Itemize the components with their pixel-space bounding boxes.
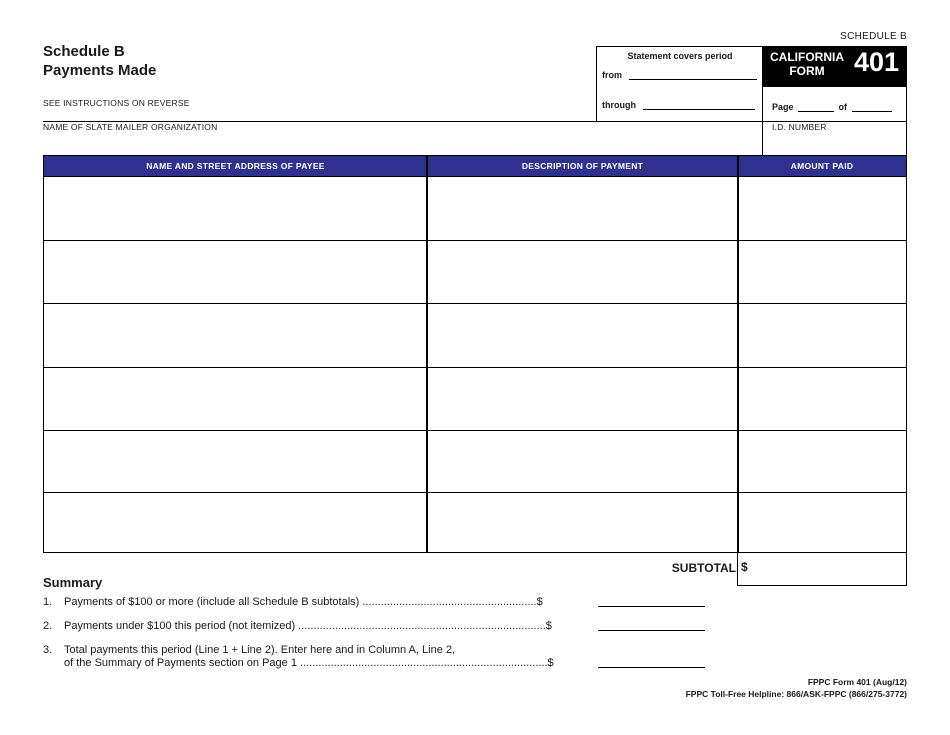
column-header-amount: AMOUNT PAID <box>790 161 854 171</box>
amount-cell-2[interactable] <box>739 241 906 303</box>
table-header <box>44 156 906 176</box>
description-cell-4[interactable] <box>428 368 737 430</box>
amount-cell-6[interactable] <box>739 493 906 552</box>
page-of-row <box>772 102 892 112</box>
subtotal-label: SUBTOTAL <box>671 561 736 575</box>
description-cell-2[interactable] <box>428 241 737 303</box>
summary-line-1 <box>43 596 543 609</box>
statement-period-box <box>596 46 763 122</box>
amount-cell-5[interactable] <box>739 431 906 492</box>
page-total-field[interactable] <box>852 111 892 112</box>
summary-line-2-text: Payments under $100 this period (not itemized) .................................................................................$ <box>64 620 552 632</box>
org-name-field[interactable] <box>43 133 759 153</box>
form-badge-label <box>768 50 846 78</box>
id-number-label: I.D. NUMBER <box>772 122 827 132</box>
summary-line-3-number: 3. <box>43 644 53 656</box>
column-header-description: DESCRIPTION OF PAYMENT <box>521 161 644 171</box>
page-label: Page <box>772 102 794 112</box>
payee-cell-1[interactable] <box>44 177 426 240</box>
description-cell-3[interactable] <box>428 304 737 367</box>
form-badge <box>762 46 907 87</box>
subtotal-field[interactable] <box>737 552 907 586</box>
org-name-label: NAME OF SLATE MAILER ORGANIZATION <box>43 122 218 132</box>
statement-period-title: Statement covers period <box>627 51 733 61</box>
page-number-field[interactable] <box>798 111 834 112</box>
subtotal-currency: $ <box>741 560 748 574</box>
through-date-field[interactable] <box>643 109 755 110</box>
helpline-footer: FPPC Toll-Free Helpline: 866/ASK-FPPC (866/275-3772) <box>685 689 907 699</box>
form-number: 401 <box>853 47 899 77</box>
summary-line-2-amount-field[interactable] <box>598 630 705 631</box>
summary-line-3 <box>43 644 455 657</box>
from-date-field[interactable] <box>629 79 757 80</box>
page-title <box>43 42 156 80</box>
description-cell-1[interactable] <box>428 177 737 240</box>
summary-line-1-amount-field[interactable] <box>598 606 705 607</box>
of-label: of <box>838 102 848 112</box>
through-row <box>602 100 755 110</box>
payee-cell-3[interactable] <box>44 304 426 367</box>
summary-line-3-text: Total payments this period (Line 1 + Line 2). Enter here and in Column A, Line 2, <box>64 644 456 656</box>
from-label: from <box>602 70 622 80</box>
summary-line-1-number: 1. <box>43 596 53 608</box>
summary-line-2-number: 2. <box>43 620 53 632</box>
summary-line-2 <box>43 620 552 633</box>
summary-line-3-amount-field[interactable] <box>598 667 705 668</box>
instructions-note: SEE INSTRUCTIONS ON REVERSE <box>43 98 190 108</box>
summary-line-1-text: Payments of $100 or more (include all Schedule B subtotals) .........................................................$ <box>64 596 543 608</box>
payee-cell-6[interactable] <box>44 493 426 552</box>
column-header-payee: NAME AND STREET ADDRESS OF PAYEE <box>146 161 325 171</box>
summary-title: Summary <box>43 575 103 590</box>
payee-cell-2[interactable] <box>44 241 426 303</box>
amount-cell-3[interactable] <box>739 304 906 367</box>
from-row <box>602 70 757 80</box>
description-cell-5[interactable] <box>428 431 737 492</box>
id-number-field[interactable] <box>772 133 902 153</box>
schedule-tag: SCHEDULE B <box>840 31 907 42</box>
through-label: through <box>602 100 636 110</box>
form-badge-line-2: FORM <box>789 64 825 78</box>
title-line-2: Payments Made <box>43 62 157 79</box>
payee-cell-4[interactable] <box>44 368 426 430</box>
amount-cell-1[interactable] <box>739 177 906 240</box>
payments-table <box>43 155 907 553</box>
payee-cell-5[interactable] <box>44 431 426 492</box>
form-badge-line-1: CALIFORNIA <box>770 50 844 64</box>
form-id-footer: FPPC Form 401 (Aug/12) <box>807 677 907 687</box>
description-cell-6[interactable] <box>428 493 737 552</box>
amount-cell-4[interactable] <box>739 368 906 430</box>
title-line-1: Schedule B <box>43 43 125 60</box>
summary-line-3-continued: of the Summary of Payments section on Page 1 .................................................................................$ <box>64 657 554 669</box>
